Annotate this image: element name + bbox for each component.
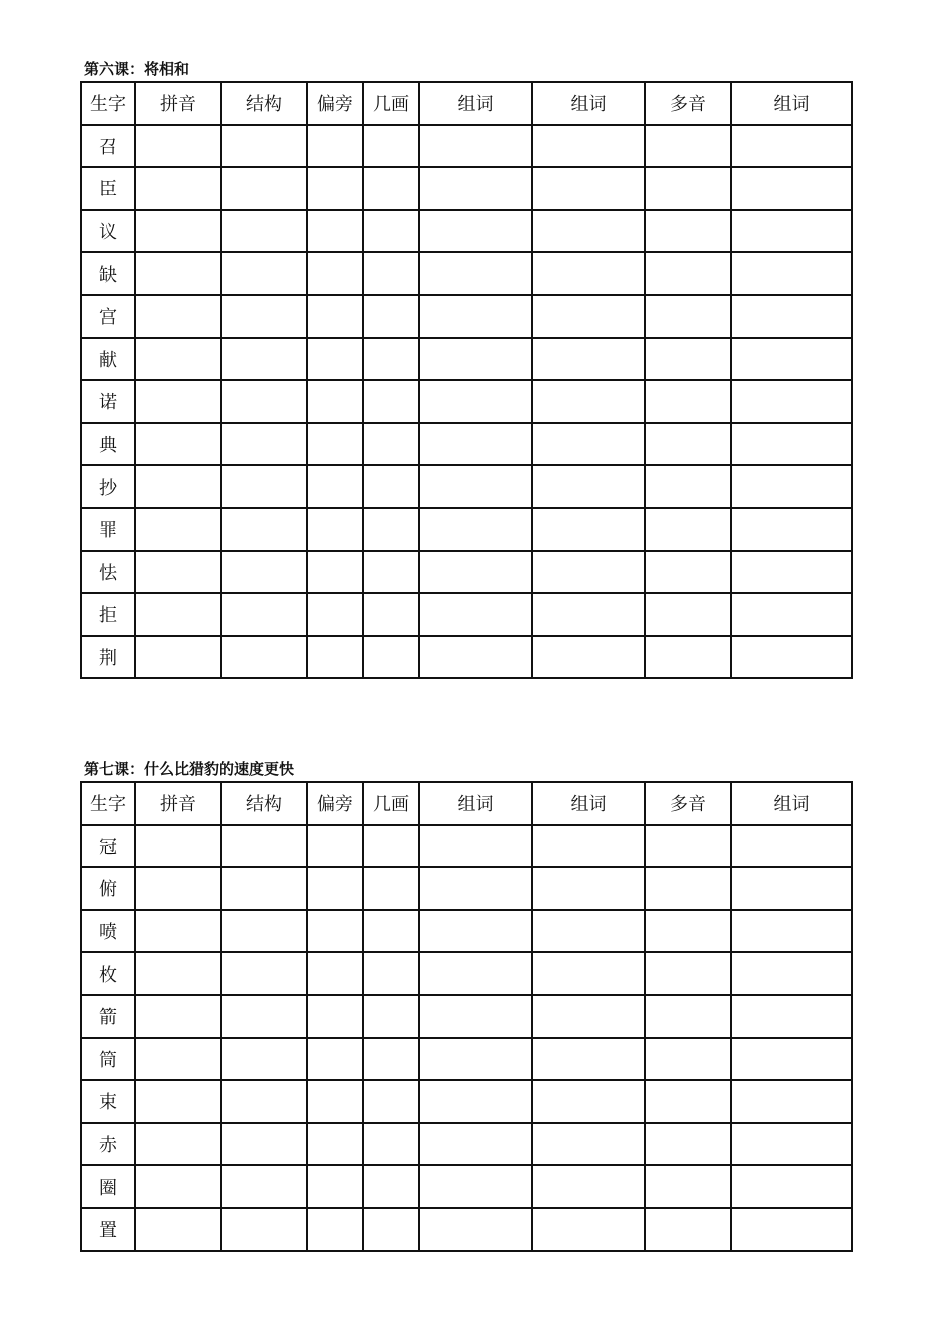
character-cell: 召 (81, 125, 135, 168)
table-row (81, 295, 852, 338)
blank-answer-cell[interactable] (135, 465, 221, 508)
table-row (81, 167, 852, 210)
blank-answer-cell[interactable] (307, 593, 363, 636)
blank-answer-cell[interactable] (135, 551, 221, 594)
character-cell: 缺 (81, 252, 135, 295)
blank-answer-cell[interactable] (532, 1165, 645, 1208)
blank-answer-cell[interactable] (731, 952, 852, 995)
header-cell: 拼音 (135, 82, 221, 125)
blank-answer-cell[interactable] (645, 295, 731, 338)
blank-answer-cell[interactable] (645, 1208, 731, 1251)
blank-answer-cell[interactable] (221, 551, 307, 594)
header-cell: 组词 (419, 82, 532, 125)
blank-answer-cell[interactable] (532, 867, 645, 910)
table-row (81, 423, 852, 466)
blank-answer-cell[interactable] (307, 508, 363, 551)
blank-answer-cell[interactable] (307, 995, 363, 1038)
table-row (81, 465, 852, 508)
header-cell: 结构 (221, 782, 307, 825)
blank-answer-cell[interactable] (363, 995, 419, 1038)
blank-answer-cell[interactable] (419, 910, 532, 953)
blank-answer-cell[interactable] (532, 380, 645, 423)
blank-answer-cell[interactable] (135, 338, 221, 381)
blank-answer-cell[interactable] (645, 252, 731, 295)
blank-answer-cell[interactable] (645, 1165, 731, 1208)
table-row (81, 338, 852, 381)
blank-answer-cell[interactable] (532, 551, 645, 594)
blank-answer-cell[interactable] (645, 1123, 731, 1166)
blank-answer-cell[interactable] (221, 167, 307, 210)
blank-answer-cell[interactable] (645, 952, 731, 995)
character-cell: 荆 (81, 636, 135, 679)
blank-answer-cell[interactable] (731, 867, 852, 910)
blank-answer-cell[interactable] (221, 995, 307, 1038)
blank-answer-cell[interactable] (419, 508, 532, 551)
header-cell: 偏旁 (307, 782, 363, 825)
blank-answer-cell[interactable] (221, 952, 307, 995)
character-cell: 议 (81, 210, 135, 253)
blank-answer-cell[interactable] (363, 1165, 419, 1208)
blank-answer-cell[interactable] (419, 423, 532, 466)
blank-answer-cell[interactable] (363, 380, 419, 423)
table-row (81, 1038, 852, 1081)
header-cell: 结构 (221, 82, 307, 125)
blank-answer-cell[interactable] (731, 593, 852, 636)
header-cell: 组词 (731, 782, 852, 825)
table-row (81, 636, 852, 679)
blank-answer-cell[interactable] (307, 867, 363, 910)
blank-answer-cell[interactable] (532, 210, 645, 253)
blank-answer-cell[interactable] (731, 338, 852, 381)
blank-answer-cell[interactable] (363, 1080, 419, 1123)
blank-answer-cell[interactable] (363, 1123, 419, 1166)
blank-answer-cell[interactable] (363, 593, 419, 636)
header-row (81, 782, 852, 825)
character-cell: 置 (81, 1208, 135, 1251)
blank-answer-cell[interactable] (307, 636, 363, 679)
blank-answer-cell[interactable] (645, 423, 731, 466)
blank-answer-cell[interactable] (221, 867, 307, 910)
blank-answer-cell[interactable] (532, 338, 645, 381)
blank-answer-cell[interactable] (307, 910, 363, 953)
blank-answer-cell[interactable] (731, 210, 852, 253)
blank-answer-cell[interactable] (645, 167, 731, 210)
blank-answer-cell[interactable] (221, 1123, 307, 1166)
blank-answer-cell[interactable] (419, 952, 532, 995)
blank-answer-cell[interactable] (532, 465, 645, 508)
blank-answer-cell[interactable] (363, 1038, 419, 1081)
blank-answer-cell[interactable] (221, 295, 307, 338)
character-cell: 喷 (81, 910, 135, 953)
character-cell: 筒 (81, 1038, 135, 1081)
blank-answer-cell[interactable] (221, 252, 307, 295)
blank-answer-cell[interactable] (645, 867, 731, 910)
blank-answer-cell[interactable] (419, 338, 532, 381)
blank-answer-cell[interactable] (221, 210, 307, 253)
blank-answer-cell[interactable] (363, 867, 419, 910)
blank-answer-cell[interactable] (645, 338, 731, 381)
blank-answer-cell[interactable] (731, 551, 852, 594)
blank-answer-cell[interactable] (645, 825, 731, 868)
blank-answer-cell[interactable] (363, 952, 419, 995)
lesson-6-table (80, 81, 853, 679)
blank-answer-cell[interactable] (221, 1208, 307, 1251)
blank-answer-cell[interactable] (363, 551, 419, 594)
blank-answer-cell[interactable] (419, 995, 532, 1038)
blank-answer-cell[interactable] (307, 295, 363, 338)
blank-answer-cell[interactable] (307, 952, 363, 995)
blank-answer-cell[interactable] (363, 910, 419, 953)
character-cell: 赤 (81, 1123, 135, 1166)
blank-answer-cell[interactable] (731, 125, 852, 168)
character-cell: 箭 (81, 995, 135, 1038)
blank-answer-cell[interactable] (532, 423, 645, 466)
blank-answer-cell[interactable] (135, 1080, 221, 1123)
blank-answer-cell[interactable] (419, 380, 532, 423)
blank-answer-cell[interactable] (645, 910, 731, 953)
blank-answer-cell[interactable] (363, 252, 419, 295)
blank-answer-cell[interactable] (221, 910, 307, 953)
table-row (81, 910, 852, 953)
blank-answer-cell[interactable] (419, 551, 532, 594)
blank-answer-cell[interactable] (419, 1165, 532, 1208)
blank-answer-cell[interactable] (731, 295, 852, 338)
blank-answer-cell[interactable] (731, 252, 852, 295)
blank-answer-cell[interactable] (135, 508, 221, 551)
table-row (81, 125, 852, 168)
table-row (81, 210, 852, 253)
header-cell: 组词 (731, 82, 852, 125)
blank-answer-cell[interactable] (363, 423, 419, 466)
blank-answer-cell[interactable] (221, 465, 307, 508)
blank-answer-cell[interactable] (532, 125, 645, 168)
header-cell: 组词 (419, 782, 532, 825)
blank-answer-cell[interactable] (532, 910, 645, 953)
header-cell: 偏旁 (307, 82, 363, 125)
blank-answer-cell[interactable] (221, 423, 307, 466)
header-cell: 生字 (81, 82, 135, 125)
blank-answer-cell[interactable] (419, 125, 532, 168)
blank-answer-cell[interactable] (645, 125, 731, 168)
blank-answer-cell[interactable] (307, 167, 363, 210)
character-cell: 束 (81, 1080, 135, 1123)
blank-answer-cell[interactable] (731, 910, 852, 953)
character-cell: 献 (81, 338, 135, 381)
blank-answer-cell[interactable] (221, 508, 307, 551)
blank-answer-cell[interactable] (135, 295, 221, 338)
blank-answer-cell[interactable] (307, 825, 363, 868)
blank-answer-cell[interactable] (221, 825, 307, 868)
blank-answer-cell[interactable] (532, 1123, 645, 1166)
table-row (81, 551, 852, 594)
lesson-7-title: 第七课：什么比猎豹的速度更快 (84, 760, 295, 778)
table-row (81, 1123, 852, 1166)
blank-answer-cell[interactable] (135, 593, 221, 636)
blank-answer-cell[interactable] (645, 1038, 731, 1081)
character-cell: 圈 (81, 1165, 135, 1208)
character-cell: 宫 (81, 295, 135, 338)
header-cell: 多音 (645, 82, 731, 125)
table-row (81, 995, 852, 1038)
blank-answer-cell[interactable] (532, 593, 645, 636)
blank-answer-cell[interactable] (731, 465, 852, 508)
blank-answer-cell[interactable] (135, 1038, 221, 1081)
blank-answer-cell[interactable] (135, 167, 221, 210)
blank-answer-cell[interactable] (135, 825, 221, 868)
blank-answer-cell[interactable] (135, 995, 221, 1038)
blank-answer-cell[interactable] (135, 867, 221, 910)
blank-answer-cell[interactable] (307, 1080, 363, 1123)
blank-answer-cell[interactable] (731, 1165, 852, 1208)
blank-answer-cell[interactable] (135, 952, 221, 995)
blank-answer-cell[interactable] (731, 1208, 852, 1251)
blank-answer-cell[interactable] (307, 252, 363, 295)
blank-answer-cell[interactable] (221, 1080, 307, 1123)
blank-answer-cell[interactable] (419, 295, 532, 338)
blank-answer-cell[interactable] (532, 1080, 645, 1123)
blank-answer-cell[interactable] (221, 125, 307, 168)
blank-answer-cell[interactable] (363, 125, 419, 168)
blank-answer-cell[interactable] (307, 125, 363, 168)
blank-answer-cell[interactable] (419, 210, 532, 253)
table-row (81, 1080, 852, 1123)
blank-answer-cell[interactable] (645, 465, 731, 508)
blank-answer-cell[interactable] (419, 1038, 532, 1081)
table-row (81, 1165, 852, 1208)
character-cell: 臣 (81, 167, 135, 210)
header-cell: 几画 (363, 82, 419, 125)
blank-answer-cell[interactable] (135, 210, 221, 253)
blank-answer-cell[interactable] (363, 1208, 419, 1251)
blank-answer-cell[interactable] (307, 338, 363, 381)
blank-answer-cell[interactable] (419, 825, 532, 868)
blank-answer-cell[interactable] (221, 380, 307, 423)
character-cell: 典 (81, 423, 135, 466)
blank-answer-cell[interactable] (221, 338, 307, 381)
blank-answer-cell[interactable] (419, 867, 532, 910)
blank-answer-cell[interactable] (731, 508, 852, 551)
header-row (81, 82, 852, 125)
blank-answer-cell[interactable] (135, 252, 221, 295)
table-row (81, 952, 852, 995)
character-cell: 枚 (81, 952, 135, 995)
blank-answer-cell[interactable] (307, 1208, 363, 1251)
blank-answer-cell[interactable] (363, 508, 419, 551)
table-row (81, 252, 852, 295)
blank-answer-cell[interactable] (135, 1123, 221, 1166)
table-row (81, 867, 852, 910)
table-row (81, 825, 852, 868)
blank-answer-cell[interactable] (363, 210, 419, 253)
blank-answer-cell[interactable] (731, 636, 852, 679)
blank-answer-cell[interactable] (307, 380, 363, 423)
character-cell: 怯 (81, 551, 135, 594)
blank-answer-cell[interactable] (645, 508, 731, 551)
blank-answer-cell[interactable] (419, 1123, 532, 1166)
blank-answer-cell[interactable] (731, 380, 852, 423)
blank-answer-cell[interactable] (307, 1038, 363, 1081)
blank-answer-cell[interactable] (307, 1165, 363, 1208)
blank-answer-cell[interactable] (221, 1165, 307, 1208)
blank-answer-cell[interactable] (221, 593, 307, 636)
blank-answer-cell[interactable] (419, 593, 532, 636)
blank-answer-cell[interactable] (645, 210, 731, 253)
blank-answer-cell[interactable] (731, 825, 852, 868)
header-cell: 生字 (81, 782, 135, 825)
header-cell: 多音 (645, 782, 731, 825)
blank-answer-cell[interactable] (363, 338, 419, 381)
blank-answer-cell[interactable] (363, 167, 419, 210)
blank-answer-cell[interactable] (419, 252, 532, 295)
blank-answer-cell[interactable] (363, 465, 419, 508)
blank-answer-cell[interactable] (135, 1208, 221, 1251)
character-cell: 冠 (81, 825, 135, 868)
table-row (81, 508, 852, 551)
blank-answer-cell[interactable] (363, 636, 419, 679)
blank-answer-cell[interactable] (532, 1038, 645, 1081)
blank-answer-cell[interactable] (645, 380, 731, 423)
character-cell: 拒 (81, 593, 135, 636)
blank-answer-cell[interactable] (532, 252, 645, 295)
blank-answer-cell[interactable] (307, 423, 363, 466)
blank-answer-cell[interactable] (135, 1165, 221, 1208)
character-cell: 抄 (81, 465, 135, 508)
blank-answer-cell[interactable] (645, 593, 731, 636)
blank-answer-cell[interactable] (532, 952, 645, 995)
blank-answer-cell[interactable] (419, 465, 532, 508)
character-cell: 俯 (81, 867, 135, 910)
lesson-7-table (80, 781, 853, 1252)
blank-answer-cell[interactable] (419, 1208, 532, 1251)
blank-answer-cell[interactable] (532, 508, 645, 551)
blank-answer-cell[interactable] (645, 551, 731, 594)
character-cell: 罪 (81, 508, 135, 551)
blank-answer-cell[interactable] (307, 465, 363, 508)
lesson-6-title: 第六课：将相和 (84, 60, 190, 78)
blank-answer-cell[interactable] (363, 825, 419, 868)
header-cell: 拼音 (135, 782, 221, 825)
blank-answer-cell[interactable] (731, 1080, 852, 1123)
character-cell: 诺 (81, 380, 135, 423)
blank-answer-cell[interactable] (645, 995, 731, 1038)
blank-answer-cell[interactable] (135, 636, 221, 679)
blank-answer-cell[interactable] (419, 1080, 532, 1123)
blank-answer-cell[interactable] (645, 1080, 731, 1123)
header-cell: 组词 (532, 82, 645, 125)
blank-answer-cell[interactable] (532, 1208, 645, 1251)
blank-answer-cell[interactable] (419, 167, 532, 210)
table-row (81, 593, 852, 636)
blank-answer-cell[interactable] (731, 1038, 852, 1081)
blank-answer-cell[interactable] (307, 551, 363, 594)
blank-answer-cell[interactable] (731, 167, 852, 210)
blank-answer-cell[interactable] (731, 423, 852, 466)
blank-answer-cell[interactable] (135, 380, 221, 423)
header-cell: 组词 (532, 782, 645, 825)
blank-answer-cell[interactable] (135, 423, 221, 466)
blank-answer-cell[interactable] (307, 210, 363, 253)
blank-answer-cell[interactable] (363, 295, 419, 338)
blank-answer-cell[interactable] (532, 825, 645, 868)
blank-answer-cell[interactable] (307, 1123, 363, 1166)
blank-answer-cell[interactable] (731, 995, 852, 1038)
blank-answer-cell[interactable] (645, 636, 731, 679)
table-row (81, 1208, 852, 1251)
blank-answer-cell[interactable] (532, 295, 645, 338)
blank-answer-cell[interactable] (532, 995, 645, 1038)
header-cell: 几画 (363, 782, 419, 825)
blank-answer-cell[interactable] (731, 1123, 852, 1166)
blank-answer-cell[interactable] (419, 636, 532, 679)
blank-answer-cell[interactable] (532, 636, 645, 679)
table-row (81, 380, 852, 423)
blank-answer-cell[interactable] (221, 636, 307, 679)
blank-answer-cell[interactable] (221, 1038, 307, 1081)
blank-answer-cell[interactable] (135, 125, 221, 168)
blank-answer-cell[interactable] (135, 910, 221, 953)
blank-answer-cell[interactable] (532, 167, 645, 210)
